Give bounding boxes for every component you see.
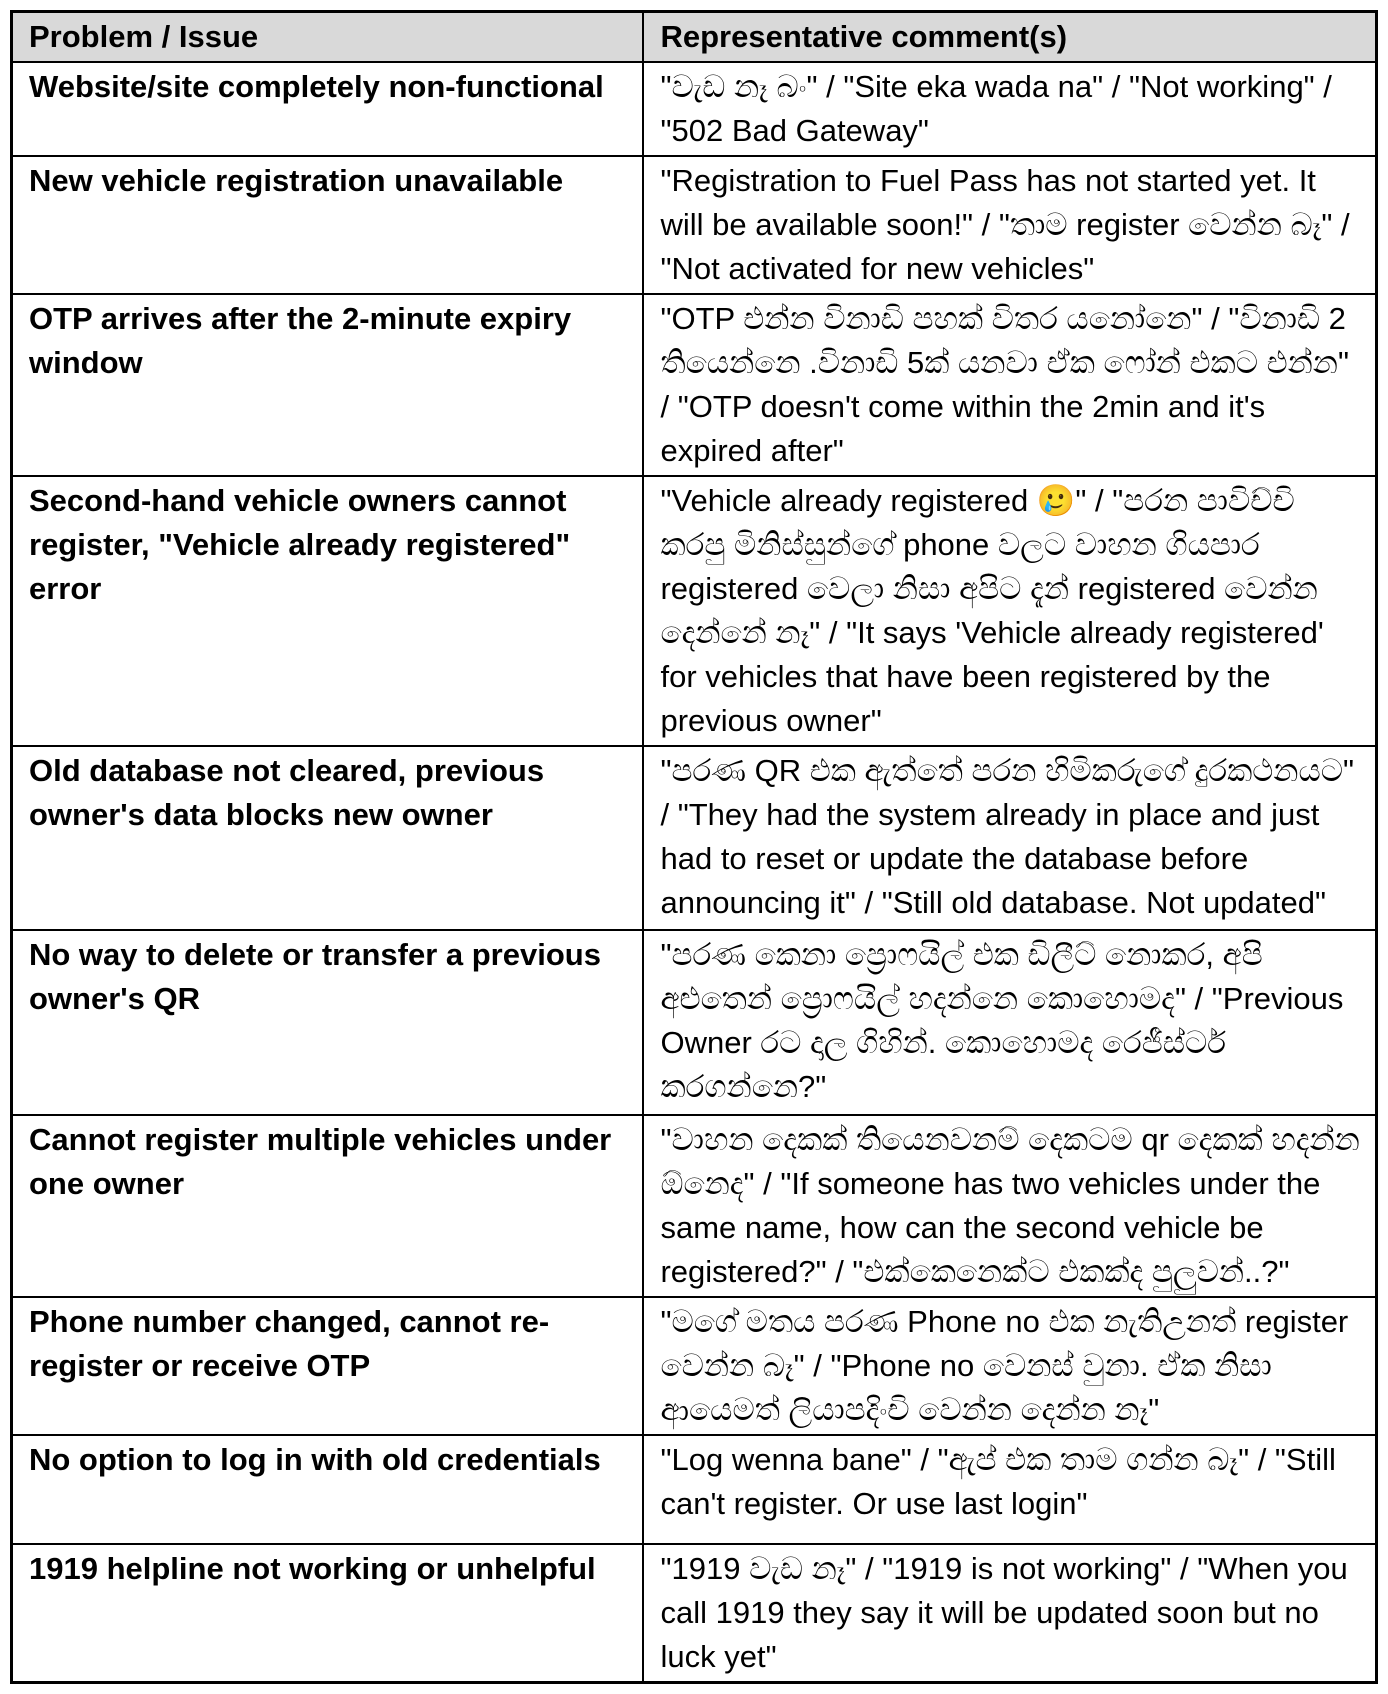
- table-row: [12, 294, 1377, 476]
- table-row: [12, 930, 1377, 1115]
- column-header-problem-issue: Problem / Issue: [12, 12, 644, 63]
- issue-cell: 1919 helpline not working or unhelpful: [12, 1544, 644, 1683]
- column-header-representative-comments: Representative comment(s): [643, 12, 1376, 63]
- table-row: [12, 746, 1377, 930]
- comment-cell: "මගේ මතය පරණ Phone no එක නැතිඋනත් register වෙන්න බෑ" / "Phone no වෙනස් වුනා. ඒක නිසා ආයෙමත් ලියාපදිංචි වෙන්න දෙන්න නෑ": [643, 1297, 1376, 1435]
- issue-cell: OTP arrives after the 2-minute expiry window: [12, 294, 644, 476]
- table-row: [12, 1115, 1377, 1297]
- comment-cell: "Log wenna bane" / "ඇප් එක තාම ගන්න බෑ" / "Still can't register. Or use last login": [643, 1435, 1376, 1544]
- comment-cell: "වැඩ නෑ බං" / "Site eka wada na" / "Not working" / "502 Bad Gateway": [643, 62, 1376, 156]
- issue-cell: No option to log in with old credentials: [12, 1435, 644, 1544]
- comment-cell: "වාහන දෙකක් තියෙනවනම් දෙකටම qr දෙකක් හදන්න ඕනෙද" / "If someone has two vehicles under the same name, how can the second vehicle be registered?" / "එක්කෙනෙක්ට එකක්ද පුලුවන්..?": [643, 1115, 1376, 1297]
- issue-cell: Cannot register multiple vehicles under one owner: [12, 1115, 644, 1297]
- table-row: [12, 476, 1377, 746]
- issue-cell: Second-hand vehicle owners cannot register, "Vehicle already registered" error: [12, 476, 644, 746]
- table-row: [12, 156, 1377, 294]
- comment-cell: "පරණ QR එක ඇත්තේ පරන හිමිකරුගේ දුරකථනයට" / "They had the system already in place and just had to reset or update the database before announcing it" / "Still old database. Not updated": [643, 746, 1376, 930]
- comment-cell: "Vehicle already registered 🥲" / "පරන පාවිච්චි කරපු මිනිස්සුන්ගේ phone වලට වාහන ගියපාර registered වෙලා නිසා අපිට දැන් registered වෙන්න දෙන්නේ නෑ" / "It says 'Vehicle already registered' for vehicles that have been registered by the previous owner": [643, 476, 1376, 746]
- comment-cell: "OTP එන්න විනාඩි පහක් විතර යනෝනෙ" / "විනාඩි 2 තියෙන්නෙ .විනාඩි 5ක් යනවා ඒක ෆෝන් එකට එන්න" / "OTP doesn't come within the 2min and it's expired after": [643, 294, 1376, 476]
- table-row: [12, 1544, 1377, 1683]
- table-row: [12, 1435, 1377, 1544]
- comment-cell: "1919 වැඩ නෑ" / "1919 is not working" / "When you call 1919 they say it will be updated soon but no luck yet": [643, 1544, 1376, 1683]
- table-header-row: [12, 12, 1377, 63]
- comment-cell: "Registration to Fuel Pass has not started yet. It will be available soon!" / "තාම register වෙන්න බෑ" / "Not activated for new vehicles": [643, 156, 1376, 294]
- issue-cell: Phone number changed, cannot re-register or receive OTP: [12, 1297, 644, 1435]
- table-row: [12, 62, 1377, 156]
- issue-cell: Old database not cleared, previous owner's data blocks new owner: [12, 746, 644, 930]
- issue-cell: New vehicle registration unavailable: [12, 156, 644, 294]
- issues-table: [10, 10, 1378, 1684]
- issue-cell: Website/site completely non-functional: [12, 62, 644, 156]
- table-row: [12, 1297, 1377, 1435]
- comment-cell: "පරණ කෙනා ප්‍රොෆයිල් එක ඩිලීට් නොකර, අපි අළුතෙන් ප්‍රොෆයිල් හදන්නෙ කොහොමද" / "Previous Owner රට දාල ගිහින්. කොහොමද රෙජීස්ටර් කරගන්නෙ?": [643, 930, 1376, 1115]
- issue-cell: No way to delete or transfer a previous owner's QR: [12, 930, 644, 1115]
